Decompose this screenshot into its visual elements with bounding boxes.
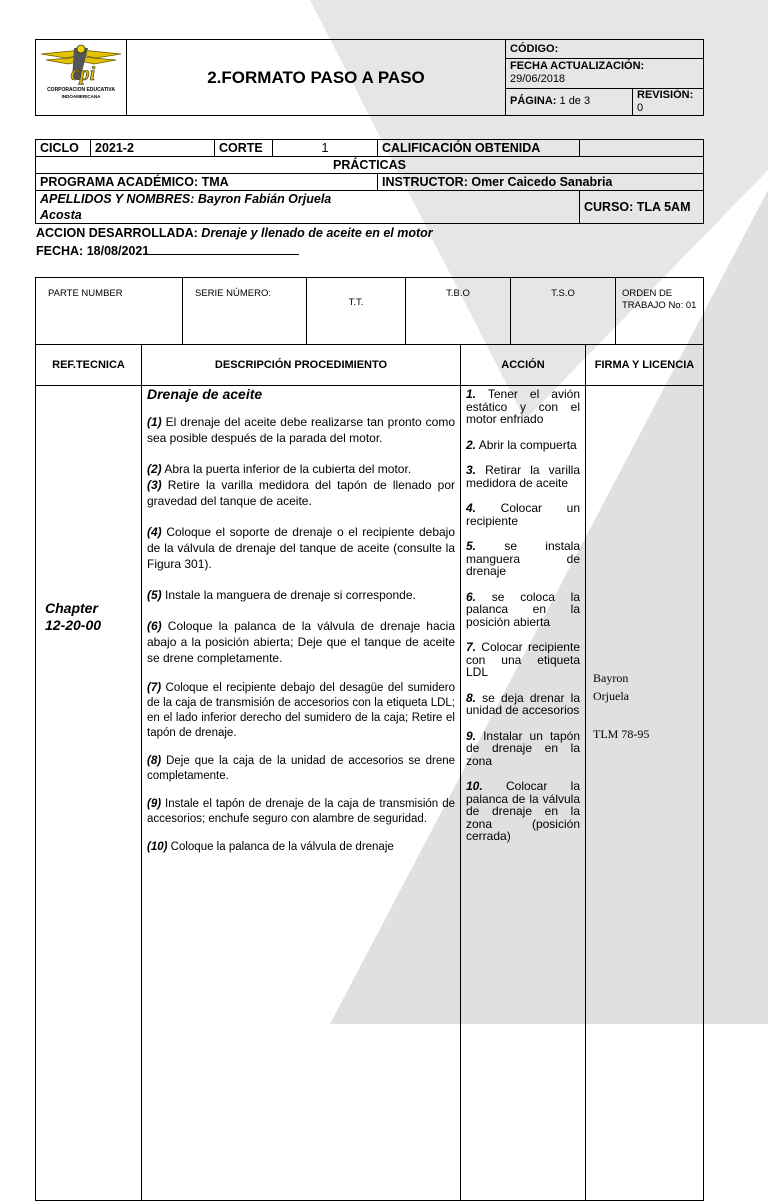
- firma-cell: [586, 386, 704, 1201]
- fecha-underline: [149, 242, 299, 255]
- step-1: (1) El drenaje del aceite debe realizarse tan pronto como sea posible después de la parada del motor.: [147, 415, 455, 445]
- fecha-actualizacion-cell: [506, 59, 704, 88]
- calificacion-label: CALIFICACIÓN OBTENIDA: [378, 140, 580, 157]
- logo-line1: CORPORACION EDUCATIVA: [47, 87, 115, 93]
- document-header: [35, 39, 704, 116]
- ciclo-label: CICLO: [36, 140, 91, 157]
- step-6: (6) Coloque la palanca de la válvula de drenaje hacia abajo a la posición abierta; Deje que el tanque de aceite se drene completamente.: [147, 619, 455, 665]
- logo-cell: [36, 40, 127, 116]
- tbo-label: T.B.O: [406, 278, 511, 345]
- accion-10: 10. Colocar la palanca de la válvula de drenaje en la zona (posición cerrada): [466, 779, 580, 843]
- step-7: (7) Coloque el recipiente debajo del desagüe del sumidero de la caja de transmisión de accesorios con la etiqueta LDL; en el lado inferior derecho del sumidero de la caja; Retire el tapón de drenaje.: [147, 682, 455, 739]
- corte-label: CORTE: [215, 140, 273, 157]
- codigo-label: CÓDIGO:: [506, 40, 704, 59]
- step-9: (9) Instale el tapón de drenaje de la caja de transmisión de accesorios; enchufe seguro con alambre de seguridad.: [147, 798, 455, 825]
- part-number-label: PARTE NUMBER: [36, 278, 183, 345]
- firma-licencia: TLM 78-95: [593, 727, 650, 741]
- accion-3: 3. Retirar la varilla medidora de aceite: [466, 463, 580, 490]
- accion-1: 1. Tener el avión estático y con el motor enfriado: [466, 387, 580, 426]
- revision-cell: [633, 88, 704, 115]
- firma-nombre: Bayron Orjuela: [593, 671, 629, 703]
- accion-5: 5. se instala manguera de drenaje: [466, 539, 580, 578]
- step-3: (3) Retire la varilla medidora del tapón de llenado por gravedad del tanque de aceite.: [147, 478, 455, 508]
- descripcion-title: Drenaje de aceite: [147, 386, 263, 402]
- accion-2: 2. Abrir la compuerta: [466, 437, 577, 452]
- calificacion-value: [580, 140, 704, 157]
- descripcion-header: DESCRIPCIÓN PROCEDIMIENTO: [142, 345, 461, 386]
- accion-6: 6. se coloca la palanca en la posición abierta: [466, 589, 580, 629]
- parts-table: [35, 277, 704, 345]
- fecha-actualizacion-value: 29/06/2018: [510, 73, 566, 86]
- pagina-cell: [506, 88, 633, 115]
- programa-academico: PROGRAMA ACADÉMICO: TMA: [36, 174, 378, 191]
- accion-9: 9. Instalar un tapón de drenaje en la zona: [466, 728, 580, 768]
- accion-header: ACCIÓN: [461, 345, 586, 386]
- practicas-heading: PRÁCTICAS: [36, 157, 704, 174]
- pagina-value: 1 de 3: [559, 95, 591, 108]
- instructor: INSTRUCTOR: Omer Caicedo Sanabria: [378, 174, 704, 191]
- orden-trabajo-label: ORDEN DE TRABAJO No: 01: [616, 278, 704, 345]
- accion-cell: [461, 386, 586, 1201]
- curso: CURSO: TLA 5AM: [580, 191, 704, 224]
- step-5: (5) Instale la manguera de drenaje si corresponde.: [147, 588, 416, 602]
- apellidos-spacer: [378, 191, 580, 224]
- accion-label: ACCION DESARROLLADA:: [36, 226, 198, 240]
- corte-value: 1: [273, 140, 378, 157]
- accion-4: 4. Colocar un recipiente: [466, 501, 580, 528]
- step-4: (4) Coloque el soporte de drenaje o el recipiente debajo de la válvula de drenaje del tanque de aceite (consulte la Figura 301).: [147, 525, 455, 571]
- logo-line2: INDOAMERICANA: [61, 94, 101, 99]
- revision-value: 0: [637, 101, 644, 114]
- ref-tecnica-cell: [36, 386, 142, 1201]
- student-info-table: [35, 139, 704, 224]
- chapter-reference: Chapter 12-20-00: [45, 600, 102, 633]
- accion-8: 8. se deja drenar la unidad de accesorios: [466, 690, 580, 717]
- procedure-table: [35, 344, 704, 1201]
- firma-header: FIRMA Y LICENCIA: [586, 345, 704, 386]
- accion-value: Drenaje y llenado de aceite en el motor: [201, 226, 433, 240]
- ciclo-value: 2021-2: [91, 140, 215, 157]
- tso-label: T.S.O: [511, 278, 616, 345]
- ref-tecnica-header: REF.TECNICA: [36, 345, 142, 386]
- fecha-value: FECHA: 18/08/2021: [36, 244, 150, 258]
- logo-acronym: cpi: [70, 63, 96, 85]
- step-2: (2) Abra la puerta inferior de la cubierta del motor.: [147, 462, 412, 476]
- tt-label: T.T.: [307, 278, 406, 345]
- descripcion-cell: [142, 386, 461, 1201]
- document-title: 2.FORMATO PASO A PASO: [127, 40, 506, 116]
- serie-label: SERIE NÚMERO:: [183, 278, 307, 345]
- step-10: (10) Coloque la palanca de la válvula de drenaje: [147, 841, 394, 853]
- apellidos-nombres: APELLIDOS Y NOMBRES: Bayron Fabián Orjuela Acosta: [36, 191, 378, 224]
- revision-label: REVISIÓN:: [637, 88, 694, 101]
- fecha-actualizacion-label: FECHA ACTUALIZACIÓN:: [510, 60, 645, 73]
- cpi-logo: [36, 40, 126, 110]
- accion-desarrollada: [36, 225, 433, 260]
- step-8: (8) Deje que la caja de la unidad de accesorios se drene completamente.: [147, 755, 455, 782]
- pagina-label: PÁGINA:: [510, 95, 557, 108]
- accion-7: 7. Colocar recipiente con una etiqueta LDL: [466, 640, 580, 679]
